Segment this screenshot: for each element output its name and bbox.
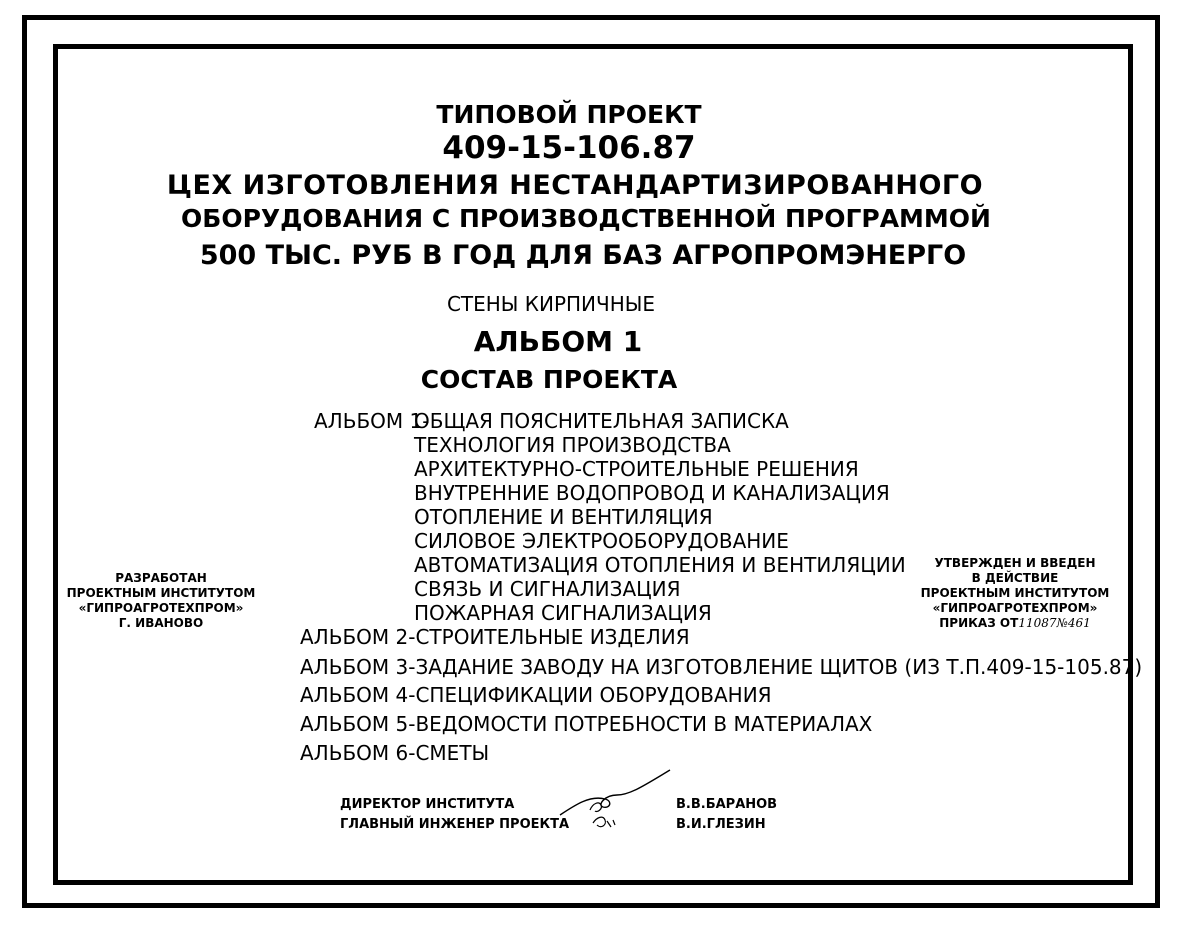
- album-1-item: СВЯЗЬ И СИГНАЛИЗАЦИЯ: [414, 577, 681, 601]
- developer-line-3: «ГИПРОАГРОТЕХПРОМ»: [78, 601, 244, 615]
- approval-line-3: ПРОЕКТНЫМ ИНСТИТУТОМ: [920, 586, 1110, 600]
- album-4-line: АЛЬБОМ 4-СПЕЦИФИКАЦИИ ОБОРУДОВАНИЯ: [300, 683, 772, 707]
- header-line-4: ОБОРУДОВАНИЯ С ПРОИЗВОДСТВЕННОЙ ПРОГРАММОЙ: [181, 204, 991, 233]
- approval-order: [921, 616, 1110, 631]
- subtitle: СТЕНЫ КИРПИЧНЫЕ: [446, 292, 656, 316]
- approval-block: [921, 556, 1110, 631]
- approval-line-1: УТВЕРЖДЕН И ВВЕДЕН: [934, 556, 1096, 570]
- developer-line-1: РАЗРАБОТАН: [115, 571, 207, 585]
- album-3-line: АЛЬБОМ 3-ЗАДАНИЕ ЗАВОДУ НА ИЗГОТОВЛЕНИЕ ЩИТОВ (ИЗ Т.П.409-15-105.87): [300, 655, 1143, 679]
- handwritten-signature: [555, 765, 675, 835]
- album-1-item: АРХИТЕКТУРНО-СТРОИТЕЛЬНЫЕ РЕШЕНИЯ: [414, 457, 859, 481]
- album-1-item: ОБЩАЯ ПОЯСНИТЕЛЬНАЯ ЗАПИСКА: [414, 409, 789, 433]
- album-title: АЛЬБОМ 1: [473, 325, 643, 358]
- header-line-3: ЦЕХ ИЗГОТОВЛЕНИЯ НЕСТАНДАРТИЗИРОВАННОГО: [166, 170, 984, 201]
- album-2-line: АЛЬБОМ 2-СТРОИТЕЛЬНЫЕ ИЗДЕЛИЯ: [300, 625, 690, 649]
- composition-title: СОСТАВ ПРОЕКТА: [420, 365, 678, 394]
- album-1-item: ОТОПЛЕНИЕ И ВЕНТИЛЯЦИЯ: [414, 505, 713, 529]
- developer-line-4: Г. ИВАНОВО: [118, 616, 204, 630]
- order-number: 11087№461: [1018, 616, 1091, 630]
- header-line-1: ТИПОВОЙ ПРОЕКТ: [436, 100, 702, 129]
- album-1-prefix: АЛЬБОМ 1-: [314, 409, 430, 433]
- album-1-item: АВТОМАТИЗАЦИЯ ОТОПЛЕНИЯ И ВЕНТИЛЯЦИИ: [414, 553, 906, 577]
- header-line-5: 500 ТЫС. РУБ В ГОД ДЛЯ БАЗ АГРОПРОМЭНЕРГО: [199, 240, 967, 271]
- album-1-item: ВНУТРЕННИЕ ВОДОПРОВОД И КАНАЛИЗАЦИЯ: [414, 481, 890, 505]
- album-1-item: ТЕХНОЛОГИЯ ПРОИЗВОДСТВА: [414, 433, 731, 457]
- developer-line-2: ПРОЕКТНЫМ ИНСТИТУТОМ: [66, 586, 256, 600]
- album-1-item: СИЛОВОЕ ЭЛЕКТРООБОРУДОВАНИЕ: [414, 529, 789, 553]
- chief-engineer-name: В.И.ГЛЕЗИН: [676, 817, 766, 832]
- developer-block: [67, 571, 256, 631]
- chief-engineer-title: ГЛАВНЫЙ ИНЖЕНЕР ПРОЕКТА: [340, 817, 570, 832]
- director-name: В.В.БАРАНОВ: [676, 797, 778, 812]
- album-1-item: ПОЖАРНАЯ СИГНАЛИЗАЦИЯ: [414, 601, 712, 625]
- project-number: 409-15-106.87: [442, 130, 696, 166]
- album-6-line: АЛЬБОМ 6-СМЕТЫ: [300, 741, 490, 765]
- order-label: ПРИКАЗ ОТ: [939, 616, 1019, 630]
- album-5-line: АЛЬБОМ 5-ВЕДОМОСТИ ПОТРЕБНОСТИ В МАТЕРИАЛАХ: [300, 712, 873, 736]
- approval-line-4: «ГИПРОАГРОТЕХПРОМ»: [932, 601, 1098, 615]
- director-title: ДИРЕКТОР ИНСТИТУТА: [340, 797, 515, 812]
- approval-line-2: В ДЕЙСТВИЕ: [971, 571, 1059, 585]
